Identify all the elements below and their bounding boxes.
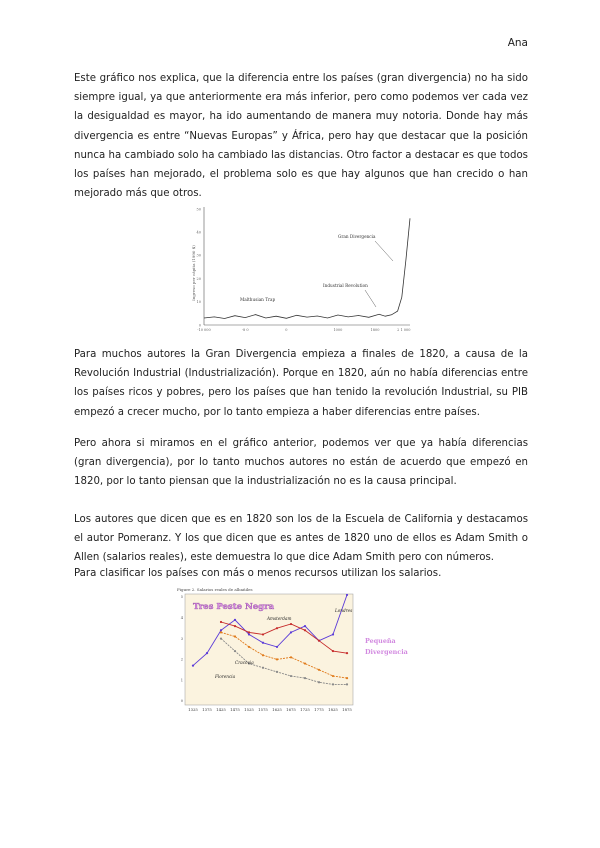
series-label: Londres <box>335 608 353 613</box>
chart-background <box>190 203 412 335</box>
data-point <box>318 640 320 642</box>
data-point <box>262 654 264 656</box>
header-author: Ana <box>507 37 528 49</box>
data-point <box>318 681 320 683</box>
data-point <box>234 625 236 627</box>
side-label-line-1: Pequeña <box>365 637 396 645</box>
y-tick-label: 50 <box>196 207 201 212</box>
data-point <box>304 625 306 627</box>
x-tick-label: 2 1 000 <box>397 328 411 332</box>
y-tick-label: 5 <box>180 595 183 600</box>
data-point <box>290 656 292 658</box>
x-tick-label: 1475 <box>230 707 240 712</box>
chart-great-divergence <box>190 203 412 335</box>
x-tick-label: 1825 <box>328 707 338 712</box>
data-point <box>332 633 334 635</box>
x-tick-label: 1675 <box>286 707 296 712</box>
data-point <box>304 677 306 679</box>
data-point <box>220 629 222 631</box>
data-point <box>234 619 236 621</box>
data-point <box>248 633 250 635</box>
y-tick-label: 0 <box>198 323 201 328</box>
y-ticks <box>181 595 184 703</box>
data-point <box>262 667 264 669</box>
data-point <box>276 658 278 660</box>
y-tick-label: 3 <box>180 636 183 641</box>
data-point <box>220 638 222 640</box>
data-point <box>304 629 306 631</box>
x-tick-label: 1525 <box>244 707 254 712</box>
annotation-gran-divergencia: Gran Divergencia <box>338 234 376 239</box>
data-point <box>262 633 264 635</box>
series-label: Florencia <box>215 674 236 679</box>
data-point <box>332 650 334 652</box>
data-point <box>290 623 292 625</box>
paragraph-1: Este gráfico nos explica, que la diferencia entre los países (gran divergencia) no ha sido siempre igual, ya que anteriormente era más inferior, pero como podemos ver cada vez la desigualdad es mayor, ha ido aumentando de manera muy notoria. Donde hay más divergencia es entre “Nuevas Europas” y África, pero hay que destacar que la posición nunca ha cambiado solo ha cambiado las distancias. Otro factor a destacar es que todos los países han mejorado, el problema solo es que hay algunos que han crecido o han mejorado más que otros. <box>74 73 528 200</box>
paragraph-4: Los autores que dicen que es en 1820 son los de la Escuela de California y destacamos el autor Pomeranz. Y los que dicen que es antes de 1820 uno de ellos es Adam Smith o Allen (salarios reales), este demuestra lo que dice Adam Smith pero con números. <box>74 514 528 564</box>
series-label: Cracovia <box>235 660 254 665</box>
data-point <box>318 669 320 671</box>
data-point <box>234 635 236 637</box>
y-tick-label: 1 <box>180 678 183 683</box>
data-point <box>290 631 292 633</box>
data-point <box>220 631 222 633</box>
data-point <box>248 631 250 633</box>
legend-title-peste-negra: Tres Peste Negra <box>193 602 275 612</box>
x-tick-label: 1875 <box>342 707 352 712</box>
x-tick-label: 1375 <box>202 707 212 712</box>
y-tick-label: 0 <box>180 699 183 704</box>
x-ticks <box>188 707 352 712</box>
x-tick-label: 1325 <box>188 707 198 712</box>
annotation-malthusian-trap: Malthusian Trap <box>240 297 276 302</box>
data-point <box>290 675 292 677</box>
data-point <box>276 627 278 629</box>
y-tick-label: 2 <box>180 657 183 662</box>
data-point <box>346 683 348 685</box>
data-point <box>346 594 348 596</box>
y-tick-label: 20 <box>196 276 201 281</box>
series-label: Amsterdam <box>267 616 292 621</box>
x-tick-label: -8 0 <box>241 328 249 332</box>
chart-title: Figure 2. Salarios reales de albañiles <box>177 587 253 592</box>
annotation-industrial-revolution: Industrial Revolution <box>323 283 368 288</box>
data-point <box>262 642 264 644</box>
data-point <box>276 671 278 673</box>
x-tick-label: 1775 <box>314 707 324 712</box>
data-point <box>346 652 348 654</box>
side-label-line-2: Divergencia <box>365 648 408 656</box>
data-point <box>234 650 236 652</box>
x-tick-label: 1575 <box>258 707 268 712</box>
data-point <box>332 683 334 685</box>
data-point <box>248 646 250 648</box>
paragraph-5: Para clasificar los países con más o menos recursos utilizan los salarios. <box>74 568 442 579</box>
x-tick-label: 1625 <box>272 707 282 712</box>
x-tick-label: -10 000 <box>197 328 211 332</box>
paragraph-3: Pero ahora si miramos en el gráfico anterior, podemos ver que ya había diferencias (gran divergencia), por lo tanto muchos autores no están de acuerdo que empezó en 1820, por lo tanto piensan que la industrialización no es la causa principal. <box>74 438 528 488</box>
data-point <box>304 662 306 664</box>
data-point <box>206 652 208 654</box>
data-point <box>192 665 194 667</box>
x-tick-label: 1725 <box>300 707 310 712</box>
data-point <box>220 621 222 623</box>
x-tick-label: 1425 <box>216 707 226 712</box>
y-tick-label: 4 <box>180 616 183 620</box>
chart-real-wages <box>175 585 425 723</box>
y-tick-label: 40 <box>196 230 201 235</box>
data-point <box>332 675 334 677</box>
y-tick-label: 10 <box>196 300 201 305</box>
paragraph-2: Para muchos autores la Gran Divergencia empieza a finales de 1820, a causa de la Revolución Industrial (Industrialización). Porque en 1820, aún no había diferencias entre los países ricos y pobres, pero los países que han tenido la revolución Industrial, su PIB empezó a crecer mucho, por lo tanto empieza a haber diferencias entre países. <box>74 349 528 418</box>
y-axis-label: Ingreso per cápita (1990 $) <box>191 245 196 301</box>
x-tick-label: 1800 <box>370 328 380 332</box>
x-tick-label: 1000 <box>333 328 343 332</box>
y-tick-label: 30 <box>196 253 201 258</box>
data-point <box>346 677 348 679</box>
x-tick-label: 0 <box>285 328 288 332</box>
data-point <box>276 646 278 648</box>
